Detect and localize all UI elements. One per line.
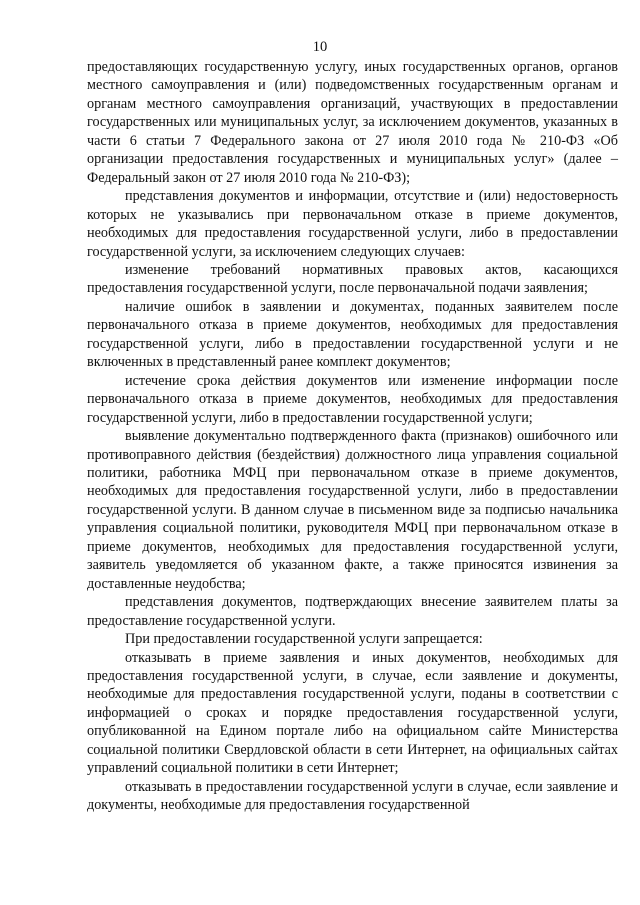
paragraph-continuation: предоставляющих государственную услугу, иных государственных органов, органов местного самоуправления и (или) подведомственных государственным органам и органам местного самоуправления организаций, участвующих в предоставлении государственных или муниципальных услуг, за исключением документов, указанных в части 6 статьи 7 Федерального закона от 27 июля 2010 года № 210-ФЗ «Об организации предоставления государственных и муниципальных услуг» (далее – Федеральный закон от 27 июля 2010 года № 210-ФЗ); (87, 59, 618, 186)
paragraph-documents-information: представления документов и информации, отсутствие и (или) недостоверность которых не указывались при первоначальном отказе в приеме документов, необходимых для предоставления государственной услуги, либо в предоставлении государственной услуги, за исключением следующих случаев: (87, 188, 618, 260)
paragraph-erroneous-action: выявление документально подтвержденного факта (признаков) ошибочного или противоправного действия (бездействия) должностного лица управления социальной политики, работника МФЦ при первоначальном отказе в приеме документов, необходимых для предоставления государственной услуги, либо в предоставлении государственной услуги. В данном случае в письменном виде за подписью начальника управления социальной политики, руководителя МФЦ при первоначальном отказе в приеме документов, необходимых для предоставления государственной услуги, заявитель уведомляется об указанном факте, а также приносятся извинения за доставленные неудобства; (87, 428, 618, 592)
paragraph-document-expiry: истечение срока действия документов или изменение информации после первоначального отказа в приеме документов, необходимых для предоставления государственной услуги, либо в предоставлении государственной услуги; (87, 372, 618, 426)
paragraph-errors-in-application: наличие ошибок в заявлении и документах, поданных заявителем после первоначального отказа в приеме документов, необходимых для предоставления государственной услуги, либо в предоставлении государственной услуги и не включенных в представленный ранее комплект документов; (87, 298, 618, 371)
paragraph-refuse-provision: отказывать в предоставлении государственной услуги в случае, если заявление и документы, необходимые для предоставления государственной (87, 778, 618, 814)
paragraph-payment-documents: представления документов, подтверждающих внесение заявителем платы за предоставление государственной услуги. (87, 594, 618, 629)
document-body (87, 58, 618, 815)
paragraph-refuse-acceptance: отказывать в приеме заявления и иных документов, необходимых для предоставления государственной услуги, в случае, если заявление и документы, необходимые для предоставления государственной услуги, поданы в соответствии с информацией о сроках и порядке предоставления государственной услуги, опубликованной на Едином портале либо на официальном сайте Министерства социальной политики Свердловской области в сети Интернет, на официальных сайтах управлений социальной политики в сети Интернет; (87, 649, 618, 777)
paragraph-requirements-change: изменение требований нормативных правовых актов, касающихся предоставления государственной услуги, после первоначальной подачи заявления; (87, 261, 618, 297)
page-number: 10 (312, 39, 328, 55)
paragraph-prohibited-heading: При предоставлении государственной услуги запрещается: (125, 631, 483, 648)
